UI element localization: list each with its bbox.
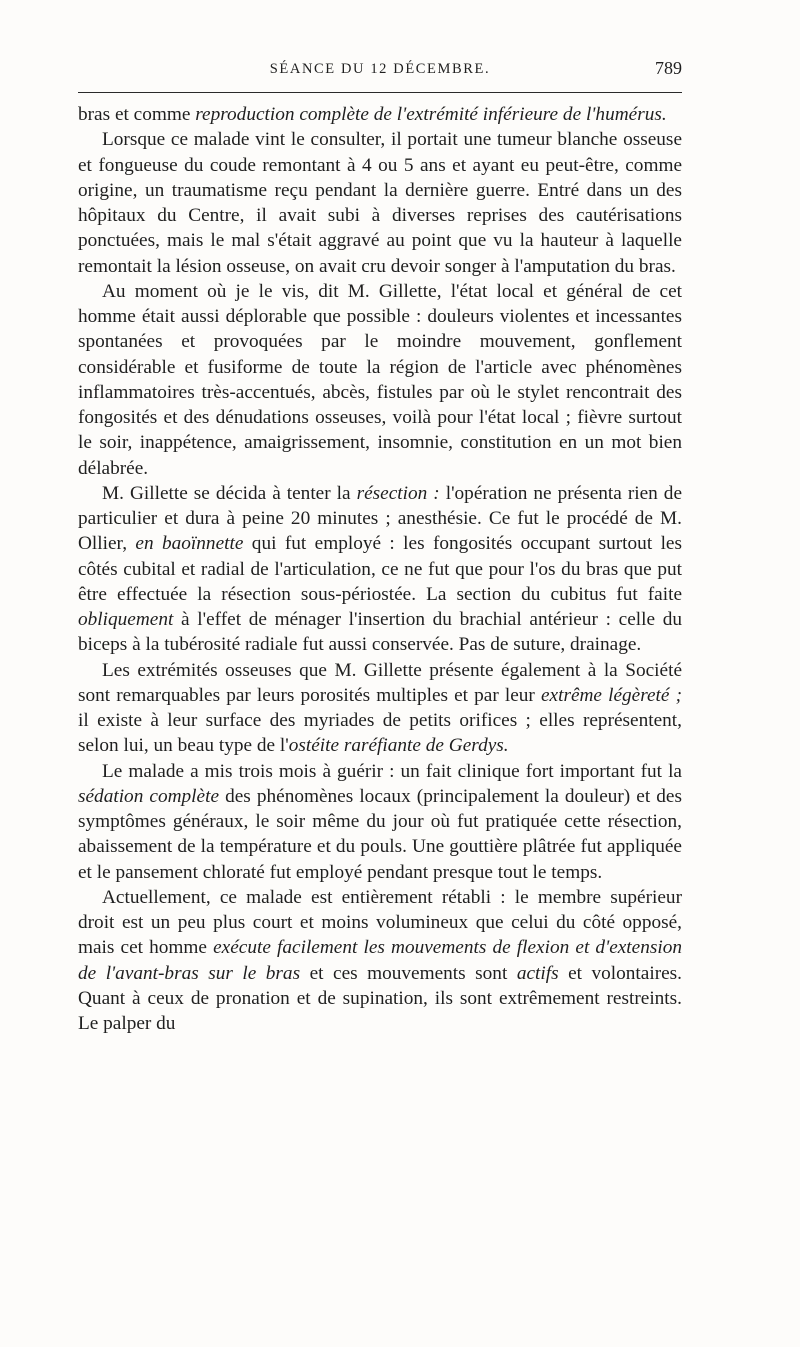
paragraph	[78, 481, 682, 658]
running-title: SÉANCE DU 12 DÉCEMBRE.	[269, 61, 491, 77]
text-run: à l'effet de ménager l'insertion du brachial antérieur : celle du biceps à la tubérosité radiale fut aussi conservée. Pas de suture, drainage.	[78, 609, 682, 656]
page-number: 789	[655, 58, 682, 78]
paragraph	[78, 279, 682, 481]
text-run: l'opération ne présenta rien de particulier et dura à peine 20 minutes ; anesthésie. Ce fut le procédé de M. Ollier,	[78, 482, 682, 555]
italic-text: ostéite raréfiante de Gerdys.	[288, 735, 509, 757]
text-run: qui fut employé : les fongosités occupant surtout les côtés cubital et radial de l'articulation, ce ne fut que pour l'os du bras que put être effectuée la résection sous-périostée. La section du cubitus fut faite	[78, 533, 682, 605]
text-run: et volontaires. Quant à ceux de pronation et de supination, ils sont extrêmement restreints. Le palper du	[78, 962, 683, 1034]
italic-text: obliquement	[78, 609, 174, 630]
italic-text: extrême légèreté ;	[540, 684, 682, 706]
text-run: Lorsque ce malade vint le consulter, il portait une tumeur blanche osseuse et fongueuse du coude remontant à 4 ou 5 ans et ayant eu peut-être, comme origine, un traumatisme reçu pendant la dernière guerre. Entré dans un des hôpitaux du Centre, il avait subi à diverses reprises des cautérisations ponctuées, mais le mal s'était aggravé au point que vu la hauteur à laquelle remontait la lésion osseuse, on avait cru devoir songer à l'amputation du bras.	[78, 129, 682, 277]
text-run: bras et comme	[78, 104, 196, 125]
text-run: Les extrémités osseuses que M. Gillette présente également à la Société sont remarquables par leurs porosités multiples et par leur	[78, 659, 682, 706]
paragraph	[78, 102, 682, 127]
italic-text: reproduction complète de l'extrémité inférieure de l'humérus.	[195, 104, 667, 125]
text-run: Au moment où je le vis, dit M. Gillette, l'état local et général de cet homme était aussi déplorable que possible : douleurs violentes et incessantes spontanées et provoquées par le moindre mouvement, gonflement considérable et fusiforme de toute la région de l'article avec phénomènes inflammatoires très-accentués, abcès, fistules par où le stylet rencontrait des fongosités et des dénudations osseuses, voilà pour l'état local ; fièvre surtout le soir, inappétence, amaigrissement, insomnie, constitution en un mot bien délabrée.	[78, 280, 682, 479]
italic-text: exécute facilement les mouvements de flexion et d'extension de l'avant-bras sur le bras	[78, 937, 683, 984]
paragraph	[78, 127, 682, 279]
text-run: Le malade a mis trois mois à guérir : un fait clinique fort important fut la	[102, 760, 682, 782]
text-run: et ces mouvements sont	[300, 962, 517, 984]
italic-text: sédation complète	[78, 785, 220, 807]
paragraph	[78, 759, 682, 885]
italic-text: en baoïnnette	[135, 533, 244, 555]
paragraph	[78, 885, 682, 1037]
running-head	[78, 58, 682, 84]
paragraph	[78, 658, 682, 759]
italic-text: actifs	[516, 962, 559, 984]
text-run: il existe à leur surface des myriades de petits orifices ; elles représentent, selon lui, un beau type de l'	[78, 710, 682, 757]
body-text	[78, 102, 682, 1036]
text-run: Actuellement, ce malade est entièrement rétabli : le membre supérieur droit est un peu plus court et moins volumineux que celui du côté opposé, mais cet homme	[78, 886, 682, 959]
text-run: M. Gillette se décida à tenter la	[102, 482, 357, 504]
text-run: des phénomènes locaux (principalement la douleur) et des symptômes généraux, le soir même du jour où fut pratiquée cette résection, abaissement de la température et du pouls. Une gouttière plâtrée fut appliquée et le pansement chloraté fut employé pendant presque tout le temps.	[78, 785, 682, 883]
header-rule	[78, 92, 682, 93]
italic-text: résection :	[356, 482, 440, 504]
